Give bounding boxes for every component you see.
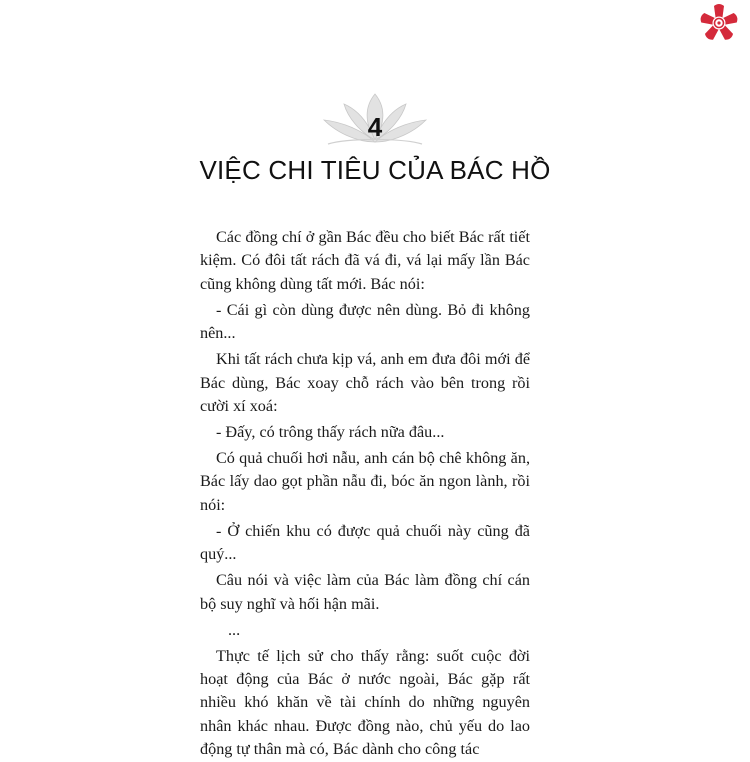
paragraph: Khi tất rách chưa kịp vá, anh em đưa đôi mới để Bác dùng, Bác xoay chỗ rách vào bên trong rồi cười xí xoá: xyxy=(200,350,530,416)
paragraph: - Cái gì còn dùng được nên dùng. Bỏ đi không nên... xyxy=(200,300,530,343)
chapter-body xyxy=(200,226,530,762)
paragraph: - Ở chiến khu có được quả chuối này cũng đã quý... xyxy=(200,521,530,564)
chapter-number: 4 xyxy=(367,112,383,142)
paragraph: Có quả chuối hơi nẫu, anh cán bộ chê không ăn, Bác lấy dao gọt phần nẫu đi, bóc ăn ngon lành, rồi nói: xyxy=(200,449,530,514)
publisher-logo-icon xyxy=(698,2,740,44)
paragraph-ellipsis: ... xyxy=(228,620,241,639)
chapter-title: VIỆC CHI TIÊU CỦA BÁC HỒ xyxy=(199,155,551,185)
paragraph: - Đấy, có trông thấy rách nữa đâu... xyxy=(216,423,445,442)
paragraph: Các đồng chí ở gần Bác đều cho biết Bác rất tiết kiệm. Có đôi tất rách đã vá đi, vá lại mấy lần Bác cũng không dùng tất mới. Bác nói: xyxy=(200,228,530,293)
paragraph: Thực tế lịch sử cho thấy rằng: suốt cuộc đời hoạt động của Bác ở nước ngoài, Bác gặp rất nhiều khó khăn về tài chính do những nguyên nhân khác nhau. Được đồng nào, chủ yếu do lao động tự thân mà có, Bác dành cho công tác xyxy=(200,646,530,759)
paragraph: Câu nói và việc làm của Bác làm đồng chí cán bộ suy nghĩ và hối hận mãi. xyxy=(200,571,530,613)
